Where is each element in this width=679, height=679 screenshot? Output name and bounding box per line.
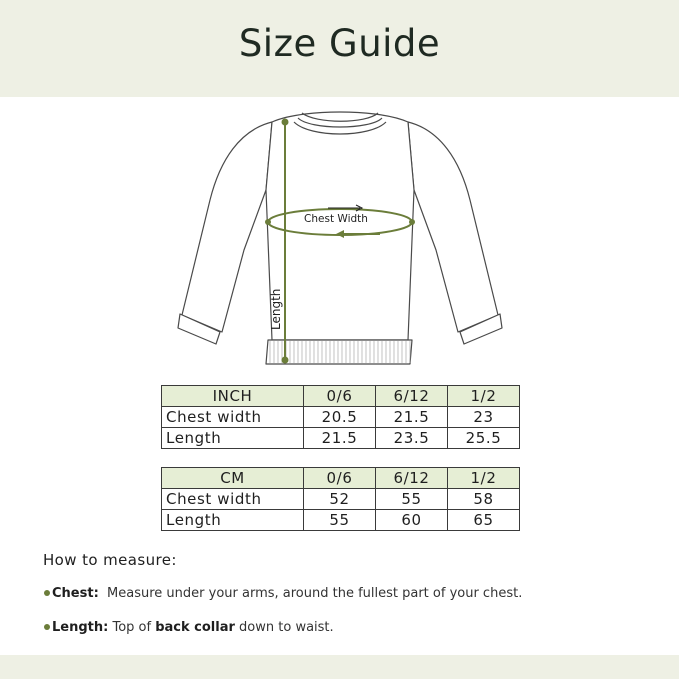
sweater-body xyxy=(266,112,414,340)
length-top-dot xyxy=(282,119,289,126)
length-bottom-dot xyxy=(282,357,289,364)
length-instruction xyxy=(44,620,334,635)
row-label: Chest width xyxy=(162,489,304,510)
table-cell: 20.5 xyxy=(304,407,376,428)
right-sleeve xyxy=(408,122,498,332)
table-cell: 58 xyxy=(448,489,520,510)
table-cell: 25.5 xyxy=(448,428,520,449)
footer-band xyxy=(0,655,679,679)
table-cell: 65 xyxy=(448,510,520,531)
length-instruction-text-before: Top of xyxy=(112,620,156,635)
table-row xyxy=(162,510,520,531)
size-header: 6/12 xyxy=(376,468,448,489)
table-header-row xyxy=(162,468,520,489)
table-cell: 60 xyxy=(376,510,448,531)
table-row xyxy=(162,489,520,510)
chest-instruction-text: Measure under your arms, around the fullest part of your chest. xyxy=(107,586,523,601)
size-header: 0/6 xyxy=(304,468,376,489)
table-row xyxy=(162,428,520,449)
cm-size-table xyxy=(161,467,520,531)
length-instruction-text-after: down to waist. xyxy=(234,620,334,635)
size-header: 1/2 xyxy=(448,386,520,407)
inch-size-table xyxy=(161,385,520,449)
table-header-row xyxy=(162,386,520,407)
size-header: 6/12 xyxy=(376,386,448,407)
table-cell: 55 xyxy=(376,489,448,510)
length-label: Length xyxy=(269,288,283,330)
row-label: Length xyxy=(162,510,304,531)
bullet-icon xyxy=(44,624,50,630)
unit-header: INCH xyxy=(162,386,304,407)
table-cell: 52 xyxy=(304,489,376,510)
chest-width-label: Chest Width xyxy=(304,213,368,225)
page-title: Size Guide xyxy=(238,22,441,65)
bullet-icon xyxy=(44,590,50,596)
chest-instruction xyxy=(44,586,522,601)
sweater-diagram xyxy=(170,100,510,375)
row-label: Chest width xyxy=(162,407,304,428)
table-cell: 21.5 xyxy=(304,428,376,449)
table-cell: 23.5 xyxy=(376,428,448,449)
left-sleeve xyxy=(182,122,272,332)
chest-instruction-label: Chest: xyxy=(52,586,99,601)
chest-left-dot xyxy=(265,219,271,225)
table-cell: 23 xyxy=(448,407,520,428)
size-header: 1/2 xyxy=(448,468,520,489)
row-label: Length xyxy=(162,428,304,449)
how-to-measure-title: How to measure: xyxy=(43,551,177,569)
table-row xyxy=(162,407,520,428)
length-instruction-bold: back collar xyxy=(155,620,235,635)
length-instruction-label: Length: xyxy=(52,620,109,635)
unit-header: CM xyxy=(162,468,304,489)
table-cell: 21.5 xyxy=(376,407,448,428)
size-header: 0/6 xyxy=(304,386,376,407)
chest-right-dot xyxy=(409,219,415,225)
table-cell: 55 xyxy=(304,510,376,531)
